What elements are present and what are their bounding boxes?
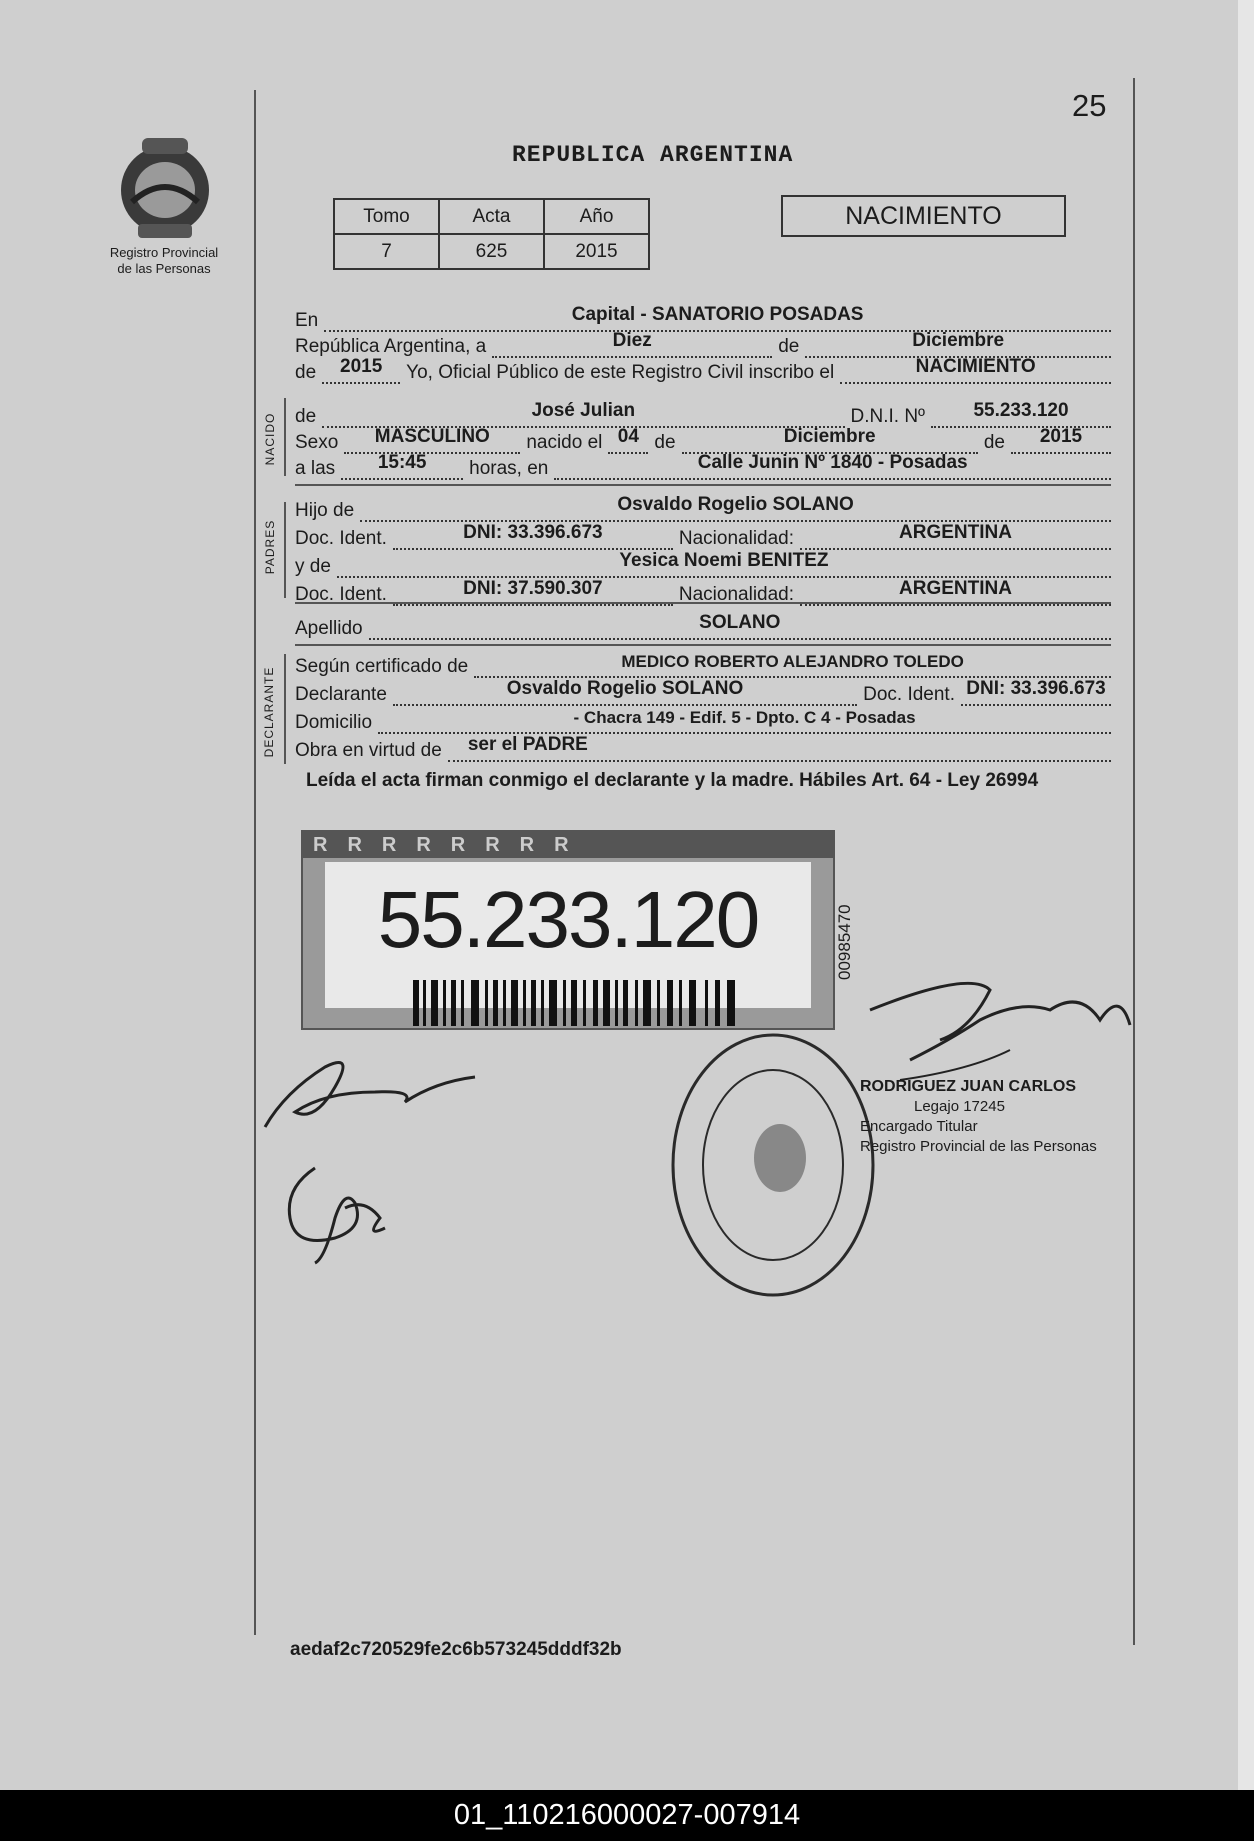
label-republic: República Argentina, a — [295, 336, 487, 357]
row-sexo — [295, 428, 1111, 454]
value-nombre: José Julian — [531, 400, 636, 421]
value-declarante: Osvaldo Rogelio SOLANO — [506, 678, 744, 699]
row-year — [295, 358, 1111, 384]
label-horas-en: horas, en — [469, 458, 549, 479]
label-de-year: de — [295, 362, 317, 383]
paper-edge — [1238, 0, 1254, 1790]
value-domicilio: - Chacra 149 - Edif. 5 - Dpto. C 4 - Posadas — [573, 708, 916, 727]
value-month: Diciembre — [912, 330, 1005, 351]
right-margin-rule — [1133, 78, 1135, 1645]
label-dni: D.N.I. Nº — [850, 406, 925, 427]
declarant-signature — [255, 1032, 485, 1142]
label-certificado: Según certificado de — [295, 656, 469, 677]
row-declarante — [295, 680, 1111, 706]
left-margin-rule — [254, 90, 256, 1635]
separator — [295, 644, 1111, 646]
value-sexo: MASCULINO — [374, 426, 490, 447]
stamp-dni-number: 55.233.120 — [377, 875, 759, 964]
row-madre — [295, 552, 1111, 578]
document-hash: aedaf2c720529fe2c6b573245dddf32b — [290, 1639, 622, 1660]
page-number: 25 — [1072, 88, 1107, 123]
label-inscribe: Yo, Oficial Público de este Registro Civil inscribo el — [406, 362, 835, 383]
row-apellido — [295, 614, 1111, 640]
footer-code: 01_110216000027-007914 — [0, 1790, 1254, 1841]
value-padre: Osvaldo Rogelio SOLANO — [617, 494, 854, 515]
separator — [295, 484, 1111, 486]
value-padre-nac: ARGENTINA — [899, 522, 1012, 543]
issuer-line-2: de las Personas — [117, 261, 211, 276]
row-domicilio — [295, 708, 1111, 734]
value-lugar: Calle Junin Nº 1840 - Posadas — [697, 452, 968, 473]
registry-header-anio: Año — [544, 199, 649, 234]
row-obra — [295, 736, 1111, 762]
registry-value-acta: 625 — [439, 234, 544, 269]
value-hora: 15:45 — [377, 452, 427, 473]
row-padre-doc — [295, 524, 1111, 550]
value-dni: 55.233.120 — [973, 400, 1069, 421]
label-doc-padre: Doc. Ident. — [295, 528, 387, 549]
section-nacido: NACIDO — [263, 412, 277, 466]
label-domicilio: Domicilio — [295, 712, 373, 733]
label-de-nombre: de — [295, 406, 317, 427]
padres-side-bar — [284, 502, 286, 598]
row-place — [295, 306, 1111, 332]
official-role: Encargado Titular — [860, 1118, 978, 1135]
value-place: Capital - SANATORIO POSADAS — [571, 304, 864, 325]
issuer-caption — [96, 245, 232, 277]
row-hora — [295, 454, 1111, 480]
label-en: En — [295, 310, 319, 331]
document-title: REPUBLICA ARGENTINA — [512, 142, 794, 168]
value-apellido: SOLANO — [699, 612, 781, 633]
value-padre-doc: DNI: 33.396.673 — [463, 522, 603, 543]
nacido-side-bar — [284, 398, 286, 476]
value-madre: Yesica Noemi BENITEZ — [619, 550, 829, 571]
label-nac-padre: Nacionalidad: — [678, 528, 795, 549]
value-anio: 2015 — [1039, 426, 1083, 447]
value-day: Diez — [612, 330, 652, 351]
value-registro: NACIMIENTO — [915, 356, 1036, 377]
label-y-de: y de — [295, 556, 331, 577]
label-doc-madre: Doc. Ident. — [295, 584, 387, 605]
declarante-side-bar — [284, 654, 286, 764]
label-a-las: a las — [295, 458, 336, 479]
label-sexo: Sexo — [295, 432, 339, 453]
value-declarante-doc: DNI: 33.396.673 — [966, 678, 1106, 699]
value-mes: Diciembre — [783, 426, 876, 447]
value-certificado: MEDICO ROBERTO ALEJANDRO TOLEDO — [621, 652, 964, 671]
registry-value-tomo: 7 — [334, 234, 439, 269]
separator — [295, 602, 1111, 604]
dni-stamp — [301, 830, 835, 1030]
label-de-anio: de — [983, 432, 1005, 453]
mother-signature — [275, 1148, 395, 1268]
label-nac-madre: Nacionalidad: — [678, 584, 795, 605]
section-declarante: DECLARANTE — [262, 666, 276, 758]
legal-footnote: Leída el acta firman conmigo el declarante y la madre. Hábiles Art. 64 - Ley 26994 — [306, 770, 1039, 791]
stamp-pattern: RRRRRRRR — [303, 832, 833, 858]
act-type-box: NACIMIENTO — [781, 195, 1066, 237]
section-padres: PADRES — [263, 519, 277, 575]
official-office: Registro Provincial de las Personas — [860, 1138, 1097, 1155]
registry-round-seal — [668, 1030, 878, 1300]
label-declarante: Declarante — [295, 684, 387, 705]
stamp-serial: 00985470 — [835, 904, 854, 980]
row-certificado — [295, 652, 1111, 678]
official-legajo: Legajo 17245 — [914, 1098, 1005, 1115]
registry-header-acta: Acta — [439, 199, 544, 234]
label-obra: Obra en virtud de — [295, 740, 442, 761]
label-hijo-de: Hijo de — [295, 500, 355, 521]
province-shield-logo — [112, 132, 218, 242]
label-apellido: Apellido — [295, 618, 363, 639]
barcode-icon — [413, 980, 739, 1026]
row-padre — [295, 496, 1111, 522]
label-doc-declarante: Doc. Ident. — [863, 684, 955, 705]
value-year: 2015 — [340, 356, 383, 377]
value-madre-doc: DNI: 37.590.307 — [463, 578, 603, 599]
label-de-mes: de — [654, 432, 676, 453]
registry-table — [333, 198, 650, 270]
row-date — [295, 332, 1111, 358]
registry-header-tomo: Tomo — [334, 199, 439, 234]
row-nombre — [295, 402, 1111, 428]
official-name: RODRIGUEZ JUAN CARLOS — [860, 1078, 1077, 1095]
registry-value-anio: 2015 — [544, 234, 649, 269]
stamp-inner — [325, 862, 811, 1008]
value-dia: 04 — [617, 426, 639, 447]
value-obra: ser el PADRE — [467, 734, 588, 755]
label-de: de — [778, 336, 800, 357]
label-nacido-el: nacido el — [526, 432, 603, 453]
issuer-line-1: Registro Provincial — [109, 245, 219, 260]
official-block — [860, 1077, 1097, 1157]
value-madre-nac: ARGENTINA — [899, 578, 1012, 599]
